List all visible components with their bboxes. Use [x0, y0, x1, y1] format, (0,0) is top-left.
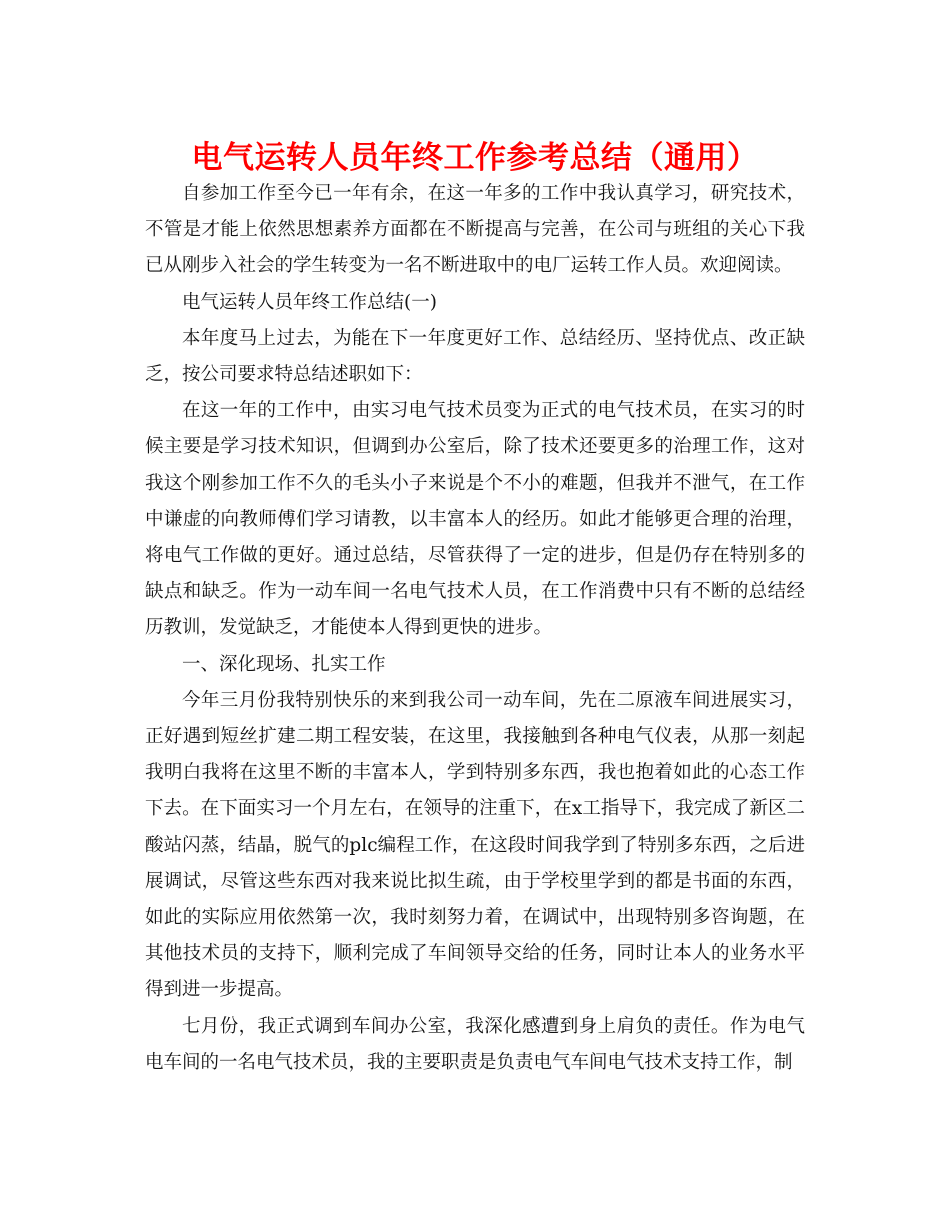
subsection-heading-1: 一、深化现场、扎实工作	[182, 653, 386, 675]
paragraph-march: 今年三月份我特别快乐的来到我公司一动车间，先在二原液车间进展实习，正好遇到短丝扩建二期工程安装，在这里，我接触到各种电气仪表，从那一刻起我明白我将在这里不断的丰富本人，学到特别多东西，我也抱着如此的心态工作下去。在下面实习一个月左右，在领导的注重下，在x工指导下，我完成了新区二酸站闪蒸，结晶，脱气的plc编程工作，在这段时间我学到了特别多东西，之后进展调试，尽管这些东西对我来说比拟生疏，由于学校里学到的都是书面的东西，如此的实际应用依然第一次，我时刻努力着，在调试中，出现特别多咨询题，在其他技术员的支持下，顺利完成了车间领导交给的任务，同时让本人的业务水平得到进一步提高。	[145, 689, 805, 1001]
paragraph-july: 七月份，我正式调到车间办公室，我深化感遭到身上肩负的责任。作为电气电车间的一名电气技术员，我的主要职责是负责电气车间电气技术支持工作，制	[145, 1015, 805, 1073]
paragraph-intro: 自参加工作至今已一年有余，在这一年多的工作中我认真学习，研究技术，不管是才能上依然思想素养方面都在不断提高与完善，在公司与班组的关心下我已从刚步入社会的学生转变为一名不断进取中的电厂运转工作人员。欢迎阅读。	[145, 183, 805, 277]
section-heading-1: 电气运转人员年终工作总结(一)	[182, 291, 437, 313]
document-title: 电气运转人员年终工作参考总结（通用）	[191, 140, 759, 176]
paragraph-overview: 在这一年的工作中，由实习电气技术员变为正式的电气技术员，在实习的时候主要是学习技术知识，但调到办公室后，除了技术还要更多的治理工作，这对我这个刚参加工作不久的毛头小子来说是个不小的难题，但我并不泄气，在工作中谦虚的向教师傅们学习请教，以丰富本人的经历。如此才能够更合理的治理，将电气工作做的更好。通过总结，尽管获得了一定的进步，但是仍存在特别多的缺点和缺乏。作为一动车间一名电气技术人员，在工作消费中只有不断的总结经历教训，发觉缺乏，才能使本人得到更快的进步。	[145, 400, 805, 639]
document-body	[145, 176, 805, 1081]
paragraph-opening: 本年度马上过去，为能在下一年度更好工作、总结经历、坚持优点、改正缺乏，按公司要求特总结述职如下：	[145, 327, 805, 386]
